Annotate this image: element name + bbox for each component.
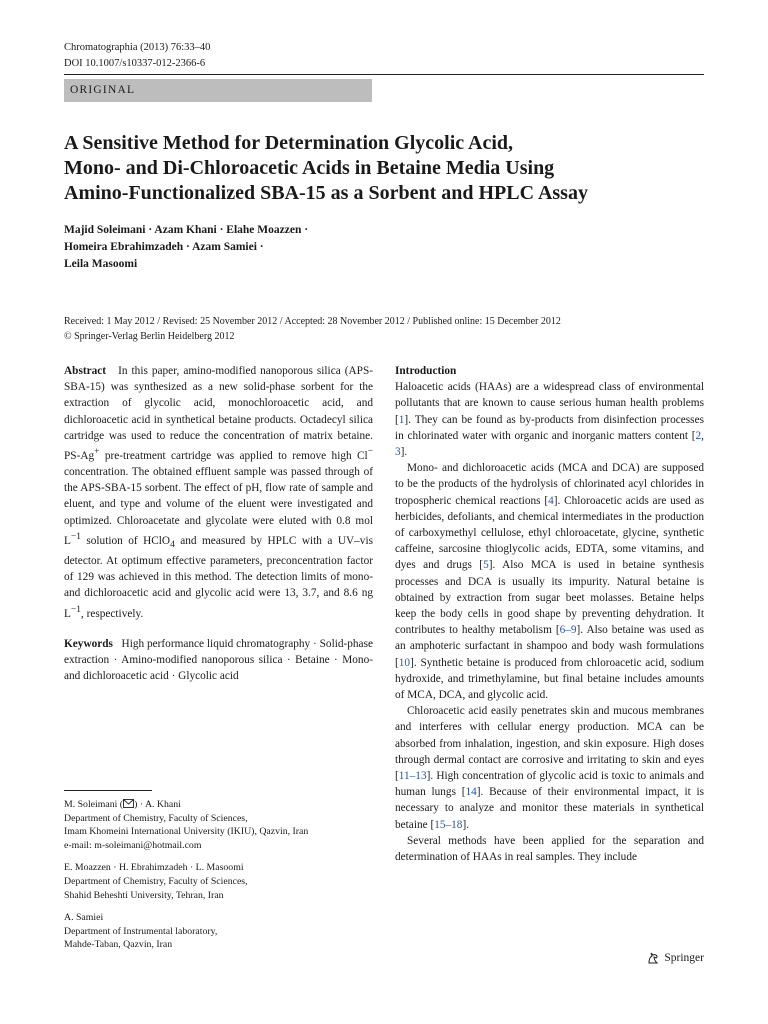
reference-link: 14 xyxy=(465,786,477,799)
reference-link: 6–9 xyxy=(559,624,577,637)
paragraph-text: , xyxy=(701,429,704,442)
affiliation-line: Mahde-Taban, Qazvin, Iran xyxy=(64,939,173,951)
right-column xyxy=(395,363,704,865)
reference-link: 4 xyxy=(548,494,554,507)
affiliation-names: A. Samiei xyxy=(64,912,104,924)
abstract xyxy=(64,363,373,622)
title-line: Amino-Functionalized SBA-15 as a Sorbent and HPLC Assay xyxy=(64,182,588,204)
history-line: Received: 1 May 2012 / Revised: 25 November 2012 / Accepted: 28 November 2012 / Published online: 15 December 2012 xyxy=(64,316,561,327)
superscript: − xyxy=(367,447,373,458)
paragraph-text: ]. Chloroacetic acids are used as herbicides, defoliants, and chemical intermediates in the production of carboxymethyl cellulose, ethyl chloroacetate, glycine, synthetic caffeine, sarcosine thioglycolic acids, EDTA, some vitamins, and dyes and drugs [ xyxy=(395,494,704,572)
superscript: + xyxy=(94,447,100,458)
paragraph-text: ]. xyxy=(462,818,470,831)
paragraph-text: ]. Synthetic betaine is produced from chloroacetic acid, sodium hydroxide, and trimethylamine, but final betaine includes amounts of MCA, DCA, and glycolic acid. xyxy=(395,656,704,702)
paragraph-text: ]. High concentration of glycolic acid is toxic to animals and human lungs [ xyxy=(395,770,704,799)
subscript: 4 xyxy=(170,539,175,550)
reference-link: 11–13 xyxy=(398,770,427,783)
superscript: −1 xyxy=(70,531,81,542)
intro-paragraph xyxy=(395,379,704,460)
abstract-text: and measured by HPLC with a UV–vis detector. At optimum effective parameters, preconcentration factor of 129 was achieved in this method. The detection limits of mono- and dichloroacetic acid and glycolic acid were 13, 3.7, and 8.6 ng L xyxy=(64,534,373,620)
publisher-mark xyxy=(646,951,704,965)
copyright-line: © Springer-Verlag Berlin Heidelberg 2012 xyxy=(64,331,235,342)
affiliations xyxy=(64,798,373,961)
keywords-label: Keywords xyxy=(64,637,113,650)
header-rule xyxy=(64,74,704,75)
abstract-text: , respectively. xyxy=(80,607,144,620)
paragraph-text: ]. They can be found as by-products from disinfection processes in chlorinated water with organic and inorganic matters content [ xyxy=(395,413,704,442)
reference-link: 15–18 xyxy=(434,818,463,831)
reference-link: 5 xyxy=(483,559,489,572)
author-line: Homeira Ebrahimzadeh · Azam Samiei · xyxy=(64,241,264,253)
affiliation-names: E. Moazzen · H. Ebrahimzadeh · L. Masoomi xyxy=(64,862,244,874)
affiliation-line: Imam Khomeini International University (IKIU), Qazvin, Iran xyxy=(64,826,309,838)
intro-paragraph: Several methods have been applied for the separation and determination of HAAs in real samples. They include xyxy=(395,834,704,864)
journal-doi: DOI 10.1007/s10337-012-2366-6 xyxy=(64,58,206,69)
author-line: Leila Masoomi xyxy=(64,258,138,270)
keywords xyxy=(64,636,373,685)
abstract-text: solution of HClO xyxy=(80,534,171,547)
springer-horse-icon xyxy=(646,951,660,965)
abstract-text: In this paper, amino-modified nanoporous silica (APS-SBA-15) was synthesized as a new solid-phase sorbent for the extraction of glycolic acid, monochloroacetic acid, and dichloroacetic acid in synthetical betaine products. Octadecyl silica cartridge was used to reduce the concentration of matrix betaine. PS-Ag xyxy=(64,365,373,462)
affiliation-line: Department of Instrumental laboratory, xyxy=(64,925,218,937)
affiliation-line: Shahid Beheshti University, Tehran, Iran xyxy=(64,889,224,901)
section-label: ORIGINAL xyxy=(64,79,372,102)
affiliation-email: e-mail: m-soleimani@hotmail.com xyxy=(64,839,202,851)
footnote-rule xyxy=(64,790,152,791)
journal-citation: Chromatographia (2013) 76:33–40 xyxy=(64,42,211,53)
paragraph-text: ]. Because of their environmental impact, it is necessary to analyze and monitor these materials in synthetical betaine [ xyxy=(395,786,705,831)
intro-paragraph xyxy=(395,703,704,833)
paragraph-text: Mono- and dichloroacetic acids (MCA and DCA) are supposed to be the products of the hydrolysis of chlorinated acyl chlorides in tropospheric chemical reactions [ xyxy=(395,462,704,507)
abstract-label: Abstract xyxy=(64,365,107,377)
publisher-name: Springer xyxy=(664,952,704,964)
publication-history xyxy=(64,314,704,344)
paragraph-text: ]. Also MCA is used in betaine synthesis processes and DCA is usually its impurity. Natural betaine is obtained by extraction from sugar beet molasses. Betaine helps keep the body cells in good shape by preventing dehydration. It contributes to healthy metabolism [ xyxy=(395,559,704,637)
affiliation-line: Department of Chemistry, Faculty of Sciences, xyxy=(64,812,248,824)
affiliation-names: ) · A. Khani xyxy=(134,799,181,810)
reference-link: 2 xyxy=(695,429,702,442)
article-title xyxy=(64,131,704,206)
abstract-text: concentration. The obtained effluent sample was passed through of the APS-SBA-15 sorbent. The effect of pH, flow rate of sample and eluent, and type and volume of the eluent were investigated and optimized. Chloroacetate and glycolate were eluted with 0.8 mol L xyxy=(64,465,373,547)
paragraph-text: ]. xyxy=(400,446,408,459)
abstract-text: pre-treatment cartridge was applied to remove high Cl xyxy=(99,449,368,462)
affiliation-block xyxy=(64,861,373,902)
title-line: A Sensitive Method for Determination Glycolic Acid, xyxy=(64,132,514,154)
reference-link: 1 xyxy=(398,413,405,426)
paragraph-text: Chloroacetic acid easily penetrates skin and mucous membranes and interferes with cellular energy production. MCA can be absorbed from inhalation, ingestion, and skin exposure. High doses through dermal contact are corrosive and irritating to skin and eyes [ xyxy=(395,705,704,783)
paragraph-text: ]. Also betaine was used as an amphoteric surfactant in shampoo and body wash formulations [ xyxy=(395,624,704,669)
intro-paragraph xyxy=(395,460,704,703)
reference-link: 10 xyxy=(398,656,411,669)
affiliation-block xyxy=(64,798,373,852)
author-line: Majid Soleimani · Azam Khani · Elahe Moazzen · xyxy=(64,224,309,236)
keywords-text: High performance liquid chromatography · Solid-phase extraction · Amino-modified nanoporous silica · Betaine · Mono-and dichloroacetic acid · Glycolic acid xyxy=(64,637,373,682)
envelope-icon xyxy=(123,799,134,808)
author-list xyxy=(64,222,704,273)
paragraph-text: Haloacetic acids (HAAs) are a widespread class of environmental pollutants that are known to cause serious human health problems [ xyxy=(395,381,704,426)
affiliation-names: M. Soleimani ( xyxy=(64,799,124,810)
affiliation-block xyxy=(64,911,373,952)
reference-link: 3 xyxy=(395,446,401,459)
left-column xyxy=(64,363,373,684)
superscript: −1 xyxy=(70,604,81,615)
title-line: Mono- and Di-Chloroacetic Acids in Betaine Media Using xyxy=(64,157,555,179)
affiliation-line: Department of Chemistry, Faculty of Sciences, xyxy=(64,875,248,887)
introduction-heading: Introduction xyxy=(395,365,457,377)
journal-header xyxy=(64,40,210,72)
